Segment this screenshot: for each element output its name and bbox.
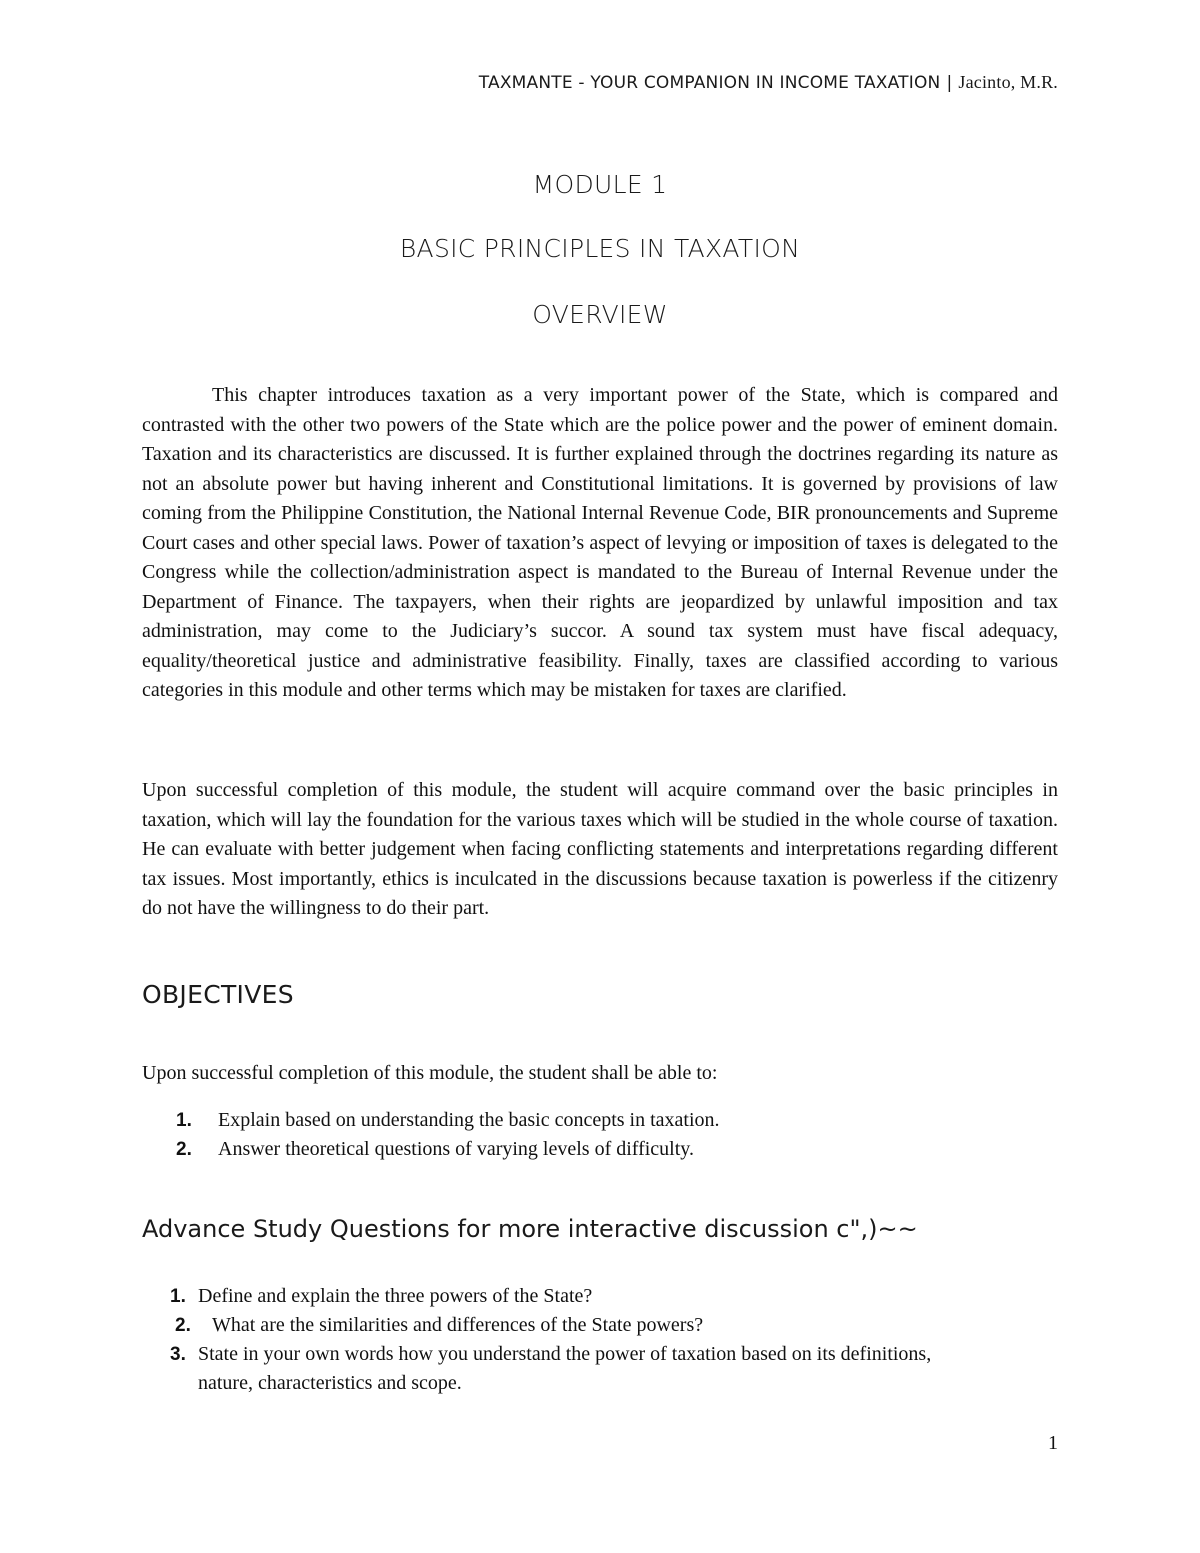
list-item-text: Explain based on understanding the basic concepts in taxation. — [218, 1109, 720, 1131]
list-item-number: 1. — [176, 1110, 192, 1131]
list-item-number: 3. — [170, 1344, 186, 1365]
list-item — [170, 1311, 990, 1340]
header-author: Jacinto, M.R. — [958, 72, 1058, 92]
list-item-text: Answer theoretical questions of varying levels of difficulty. — [218, 1138, 694, 1160]
list-item-number: 1. — [170, 1286, 186, 1307]
header-separator: | — [946, 73, 953, 93]
list-item — [170, 1282, 990, 1311]
list-item — [176, 1106, 720, 1135]
overview-heading: OVERVIEW — [532, 300, 668, 329]
objectives-heading: OBJECTIVES — [142, 980, 294, 1009]
overview-paragraph: This chapter introduces taxation as a very important power of the State, which is compared and contrasted with the other two powers of the State which are the police power and the power of eminent domain. Taxation and its characteristics are discussed. It is further explained through the doctrines regarding its nature as not an absolute power but having inherent and Constitutional limitations. It is governed by provisions of law coming from the Philippine Constitution, the National Internal Revenue Code, BIR pronouncements and Supreme Court cases and other special laws. Power of taxation’s aspect of levying or imposition of taxes is delegated to the Congress while the collection/administration aspect is mandated to the Bureau of Internal Revenue under the Department of Finance. The taxpayers, when their rights are jeopardized by unlawful imposition and tax administration, may come to the Judiciary’s succor. A sound tax system must have fiscal adequacy, equality/theoretical justice and administrative feasibility. Finally, taxes are classified according to various categories in this module and other terms which may be mistaken for taxes are clarified. — [142, 384, 1058, 701]
list-item-text: Define and explain the three powers of the State? — [198, 1285, 593, 1307]
list-item-text: What are the similarities and differences of the State powers? — [212, 1314, 704, 1336]
list-item — [176, 1135, 720, 1164]
running-header — [479, 72, 1058, 93]
module-subtitle: BASIC PRINCIPLES IN TAXATION — [399, 234, 801, 263]
advance-questions-heading: Advance Study Questions for more interactive discussion c",)~~ — [142, 1215, 918, 1243]
list-item — [170, 1340, 990, 1398]
objectives-list — [176, 1106, 720, 1164]
module-title: MODULE 1 — [532, 170, 668, 199]
page-number: 1 — [1048, 1432, 1058, 1454]
completion-paragraph: Upon successful completion of this module, the student will acquire command over the basic principles in taxation, which will lay the foundation for the various taxes which will be studied in the whole course of taxation. He can evaluate with better judgement when facing conflicting statements and interpretations regarding different tax issues. Most importantly, ethics is inculcated in the discussions because taxation is powerless if the citizenry do not have the willingness to do their part. — [142, 779, 1058, 919]
advance-questions-list — [170, 1282, 990, 1398]
list-item-text: State in your own words how you understand the power of taxation based on its definitions, nature, characteristics and scope. — [198, 1343, 932, 1394]
objectives-intro: Upon successful completion of this module, the student shall be able to: — [142, 1062, 718, 1084]
list-item-number: 2. — [176, 1139, 192, 1160]
list-item-number: 2. — [175, 1315, 191, 1336]
header-title: TAXMANTE - YOUR COMPANION IN INCOME TAXATION — [478, 73, 941, 93]
